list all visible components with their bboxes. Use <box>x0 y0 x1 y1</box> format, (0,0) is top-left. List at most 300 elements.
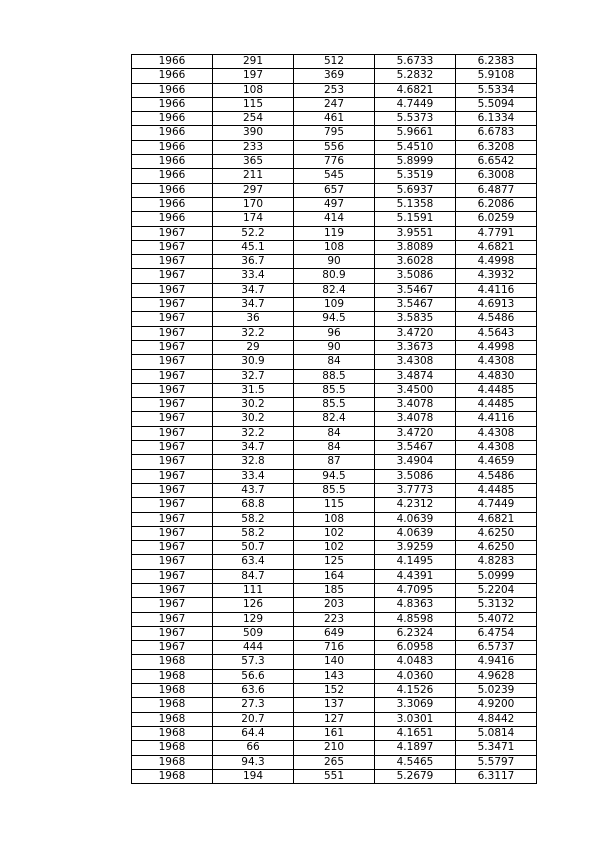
value-b-cell: 102 <box>294 541 375 555</box>
log-a-cell: 4.0483 <box>375 655 456 669</box>
log-b-cell: 4.4485 <box>456 398 537 412</box>
value-a-cell: 64.4 <box>213 726 294 740</box>
table-row <box>132 226 537 240</box>
table-row <box>132 97 537 111</box>
value-b-cell: 551 <box>294 769 375 783</box>
log-a-cell: 4.0360 <box>375 669 456 683</box>
log-a-cell: 4.7095 <box>375 583 456 597</box>
year-cell: 1966 <box>132 55 213 69</box>
table-row <box>132 197 537 211</box>
log-b-cell: 5.3471 <box>456 741 537 755</box>
value-a-cell: 233 <box>213 140 294 154</box>
value-b-cell: 164 <box>294 569 375 583</box>
value-b-cell: 82.4 <box>294 412 375 426</box>
table-row <box>132 726 537 740</box>
year-cell: 1967 <box>132 583 213 597</box>
year-cell: 1967 <box>132 641 213 655</box>
log-a-cell: 5.4510 <box>375 140 456 154</box>
log-a-cell: 4.1526 <box>375 684 456 698</box>
value-b-cell: 84 <box>294 355 375 369</box>
table-row <box>132 283 537 297</box>
value-b-cell: 96 <box>294 326 375 340</box>
year-cell: 1966 <box>132 112 213 126</box>
value-b-cell: 84 <box>294 426 375 440</box>
log-a-cell: 3.6028 <box>375 255 456 269</box>
value-a-cell: 57.3 <box>213 655 294 669</box>
year-cell: 1967 <box>132 541 213 555</box>
table-row <box>132 183 537 197</box>
log-b-cell: 5.5094 <box>456 97 537 111</box>
year-cell: 1967 <box>132 369 213 383</box>
value-b-cell: 88.5 <box>294 369 375 383</box>
value-b-cell: 115 <box>294 498 375 512</box>
log-a-cell: 3.3069 <box>375 698 456 712</box>
log-a-cell: 3.8089 <box>375 240 456 254</box>
log-a-cell: 4.4391 <box>375 569 456 583</box>
year-cell: 1968 <box>132 712 213 726</box>
value-a-cell: 126 <box>213 598 294 612</box>
value-a-cell: 30.2 <box>213 412 294 426</box>
value-b-cell: 185 <box>294 583 375 597</box>
value-a-cell: 30.9 <box>213 355 294 369</box>
year-cell: 1967 <box>132 483 213 497</box>
year-cell: 1967 <box>132 398 213 412</box>
table-row <box>132 426 537 440</box>
log-a-cell: 4.1897 <box>375 741 456 755</box>
value-a-cell: 32.2 <box>213 326 294 340</box>
table-row <box>132 669 537 683</box>
value-b-cell: 161 <box>294 726 375 740</box>
table-row <box>132 555 537 569</box>
value-a-cell: 27.3 <box>213 698 294 712</box>
log-b-cell: 4.4308 <box>456 441 537 455</box>
value-b-cell: 90 <box>294 340 375 354</box>
year-cell: 1967 <box>132 255 213 269</box>
value-a-cell: 174 <box>213 212 294 226</box>
year-cell: 1968 <box>132 741 213 755</box>
log-b-cell: 5.3132 <box>456 598 537 612</box>
log-b-cell: 4.7449 <box>456 498 537 512</box>
log-a-cell: 4.1651 <box>375 726 456 740</box>
value-a-cell: 94.3 <box>213 755 294 769</box>
log-b-cell: 6.3208 <box>456 140 537 154</box>
log-b-cell: 4.4998 <box>456 340 537 354</box>
log-b-cell: 4.4485 <box>456 483 537 497</box>
log-b-cell: 5.0239 <box>456 684 537 698</box>
log-a-cell: 3.4078 <box>375 398 456 412</box>
log-b-cell: 4.8283 <box>456 555 537 569</box>
year-cell: 1966 <box>132 126 213 140</box>
log-a-cell: 5.2679 <box>375 769 456 783</box>
year-cell: 1967 <box>132 526 213 540</box>
year-cell: 1968 <box>132 726 213 740</box>
log-a-cell: 3.5467 <box>375 441 456 455</box>
value-b-cell: 716 <box>294 641 375 655</box>
value-a-cell: 254 <box>213 112 294 126</box>
table-row <box>132 55 537 69</box>
value-b-cell: 90 <box>294 255 375 269</box>
value-a-cell: 66 <box>213 741 294 755</box>
table-row <box>132 498 537 512</box>
log-b-cell: 4.7791 <box>456 226 537 240</box>
value-b-cell: 369 <box>294 69 375 83</box>
value-a-cell: 36.7 <box>213 255 294 269</box>
table-row <box>132 412 537 426</box>
log-b-cell: 4.6821 <box>456 512 537 526</box>
value-b-cell: 152 <box>294 684 375 698</box>
table-row <box>132 212 537 226</box>
log-a-cell: 3.4500 <box>375 383 456 397</box>
value-b-cell: 82.4 <box>294 283 375 297</box>
value-b-cell: 203 <box>294 598 375 612</box>
table-row <box>132 526 537 540</box>
value-a-cell: 50.7 <box>213 541 294 555</box>
table-row <box>132 269 537 283</box>
log-a-cell: 3.4720 <box>375 326 456 340</box>
log-b-cell: 4.5486 <box>456 469 537 483</box>
log-b-cell: 5.0999 <box>456 569 537 583</box>
table-row <box>132 698 537 712</box>
log-b-cell: 5.9108 <box>456 69 537 83</box>
value-b-cell: 649 <box>294 626 375 640</box>
log-a-cell: 3.9259 <box>375 541 456 555</box>
log-a-cell: 4.5465 <box>375 755 456 769</box>
value-a-cell: 33.4 <box>213 469 294 483</box>
table-row <box>132 140 537 154</box>
log-b-cell: 4.4116 <box>456 283 537 297</box>
year-cell: 1967 <box>132 355 213 369</box>
year-cell: 1967 <box>132 598 213 612</box>
value-a-cell: 211 <box>213 169 294 183</box>
value-b-cell: 85.5 <box>294 483 375 497</box>
log-b-cell: 5.2204 <box>456 583 537 597</box>
year-cell: 1967 <box>132 469 213 483</box>
log-b-cell: 4.6913 <box>456 298 537 312</box>
log-b-cell: 6.4877 <box>456 183 537 197</box>
value-a-cell: 194 <box>213 769 294 783</box>
value-b-cell: 109 <box>294 298 375 312</box>
value-b-cell: 210 <box>294 741 375 755</box>
data-table <box>131 54 537 784</box>
year-cell: 1967 <box>132 412 213 426</box>
value-a-cell: 197 <box>213 69 294 83</box>
log-b-cell: 4.4998 <box>456 255 537 269</box>
year-cell: 1968 <box>132 684 213 698</box>
value-b-cell: 265 <box>294 755 375 769</box>
value-a-cell: 58.2 <box>213 526 294 540</box>
log-b-cell: 4.4485 <box>456 383 537 397</box>
log-a-cell: 3.5086 <box>375 469 456 483</box>
year-cell: 1966 <box>132 69 213 83</box>
value-b-cell: 137 <box>294 698 375 712</box>
log-b-cell: 4.6250 <box>456 526 537 540</box>
year-cell: 1967 <box>132 455 213 469</box>
value-a-cell: 390 <box>213 126 294 140</box>
log-a-cell: 3.4078 <box>375 412 456 426</box>
table-row <box>132 326 537 340</box>
year-cell: 1967 <box>132 226 213 240</box>
value-b-cell: 102 <box>294 526 375 540</box>
log-a-cell: 3.5467 <box>375 298 456 312</box>
log-b-cell: 6.4754 <box>456 626 537 640</box>
table-row <box>132 383 537 397</box>
log-b-cell: 4.4659 <box>456 455 537 469</box>
log-a-cell: 3.4874 <box>375 369 456 383</box>
table-row <box>132 240 537 254</box>
value-a-cell: 63.6 <box>213 684 294 698</box>
table-row <box>132 340 537 354</box>
log-b-cell: 4.3932 <box>456 269 537 283</box>
log-a-cell: 4.8363 <box>375 598 456 612</box>
value-a-cell: 111 <box>213 583 294 597</box>
year-cell: 1967 <box>132 240 213 254</box>
value-b-cell: 143 <box>294 669 375 683</box>
log-a-cell: 5.6733 <box>375 55 456 69</box>
log-b-cell: 5.5334 <box>456 83 537 97</box>
year-cell: 1967 <box>132 298 213 312</box>
value-b-cell: 461 <box>294 112 375 126</box>
table-row <box>132 298 537 312</box>
value-b-cell: 140 <box>294 655 375 669</box>
table-row <box>132 69 537 83</box>
log-b-cell: 4.6821 <box>456 240 537 254</box>
table-row <box>132 112 537 126</box>
table-row <box>132 626 537 640</box>
year-cell: 1968 <box>132 698 213 712</box>
value-b-cell: 545 <box>294 169 375 183</box>
table-body <box>132 55 537 784</box>
value-a-cell: 84.7 <box>213 569 294 583</box>
value-b-cell: 512 <box>294 55 375 69</box>
table-row <box>132 369 537 383</box>
value-a-cell: 56.6 <box>213 669 294 683</box>
log-b-cell: 4.9416 <box>456 655 537 669</box>
value-a-cell: 129 <box>213 612 294 626</box>
value-a-cell: 58.2 <box>213 512 294 526</box>
log-b-cell: 4.9200 <box>456 698 537 712</box>
table-row <box>132 755 537 769</box>
table-row <box>132 769 537 783</box>
year-cell: 1966 <box>132 183 213 197</box>
value-a-cell: 31.5 <box>213 383 294 397</box>
year-cell: 1968 <box>132 769 213 783</box>
log-a-cell: 4.8598 <box>375 612 456 626</box>
log-a-cell: 3.5835 <box>375 312 456 326</box>
log-a-cell: 3.7773 <box>375 483 456 497</box>
log-b-cell: 6.6542 <box>456 155 537 169</box>
value-b-cell: 247 <box>294 97 375 111</box>
log-a-cell: 5.3519 <box>375 169 456 183</box>
table-row <box>132 398 537 412</box>
value-b-cell: 80.9 <box>294 269 375 283</box>
year-cell: 1966 <box>132 169 213 183</box>
value-b-cell: 556 <box>294 140 375 154</box>
log-b-cell: 5.4072 <box>456 612 537 626</box>
table-row <box>132 83 537 97</box>
table-row <box>132 712 537 726</box>
table-row <box>132 155 537 169</box>
value-a-cell: 291 <box>213 55 294 69</box>
value-b-cell: 85.5 <box>294 383 375 397</box>
table-row <box>132 455 537 469</box>
log-a-cell: 5.1591 <box>375 212 456 226</box>
value-b-cell: 776 <box>294 155 375 169</box>
log-b-cell: 6.1334 <box>456 112 537 126</box>
log-b-cell: 4.9628 <box>456 669 537 683</box>
table-row <box>132 569 537 583</box>
table-row <box>132 512 537 526</box>
log-b-cell: 6.3008 <box>456 169 537 183</box>
year-cell: 1967 <box>132 383 213 397</box>
value-a-cell: 52.2 <box>213 226 294 240</box>
year-cell: 1967 <box>132 569 213 583</box>
value-a-cell: 108 <box>213 83 294 97</box>
table-row <box>132 612 537 626</box>
year-cell: 1968 <box>132 755 213 769</box>
table-row <box>132 126 537 140</box>
value-b-cell: 84 <box>294 441 375 455</box>
year-cell: 1967 <box>132 326 213 340</box>
value-b-cell: 85.5 <box>294 398 375 412</box>
value-a-cell: 32.8 <box>213 455 294 469</box>
year-cell: 1967 <box>132 512 213 526</box>
log-b-cell: 4.4116 <box>456 412 537 426</box>
log-a-cell: 3.5086 <box>375 269 456 283</box>
table-row <box>132 684 537 698</box>
value-b-cell: 657 <box>294 183 375 197</box>
log-a-cell: 4.6821 <box>375 83 456 97</box>
log-a-cell: 4.2312 <box>375 498 456 512</box>
log-b-cell: 5.5797 <box>456 755 537 769</box>
log-b-cell: 4.4308 <box>456 426 537 440</box>
table-row <box>132 355 537 369</box>
year-cell: 1966 <box>132 155 213 169</box>
table-row <box>132 312 537 326</box>
log-a-cell: 3.4308 <box>375 355 456 369</box>
table-row <box>132 641 537 655</box>
log-b-cell: 6.2086 <box>456 197 537 211</box>
log-a-cell: 3.4904 <box>375 455 456 469</box>
log-b-cell: 6.5737 <box>456 641 537 655</box>
year-cell: 1967 <box>132 626 213 640</box>
year-cell: 1967 <box>132 312 213 326</box>
value-a-cell: 30.2 <box>213 398 294 412</box>
year-cell: 1966 <box>132 140 213 154</box>
year-cell: 1967 <box>132 612 213 626</box>
value-b-cell: 125 <box>294 555 375 569</box>
log-b-cell: 6.6783 <box>456 126 537 140</box>
table-row <box>132 441 537 455</box>
value-a-cell: 34.7 <box>213 283 294 297</box>
table-row <box>132 583 537 597</box>
value-b-cell: 94.5 <box>294 469 375 483</box>
year-cell: 1967 <box>132 283 213 297</box>
log-a-cell: 4.0639 <box>375 526 456 540</box>
year-cell: 1966 <box>132 197 213 211</box>
log-a-cell: 4.7449 <box>375 97 456 111</box>
value-b-cell: 94.5 <box>294 312 375 326</box>
value-a-cell: 365 <box>213 155 294 169</box>
value-b-cell: 795 <box>294 126 375 140</box>
value-a-cell: 33.4 <box>213 269 294 283</box>
log-b-cell: 4.4830 <box>456 369 537 383</box>
log-b-cell: 4.8442 <box>456 712 537 726</box>
value-b-cell: 497 <box>294 197 375 211</box>
table-row <box>132 655 537 669</box>
log-a-cell: 5.2832 <box>375 69 456 83</box>
value-a-cell: 36 <box>213 312 294 326</box>
log-a-cell: 3.3673 <box>375 340 456 354</box>
value-b-cell: 87 <box>294 455 375 469</box>
value-a-cell: 43.7 <box>213 483 294 497</box>
year-cell: 1966 <box>132 97 213 111</box>
log-a-cell: 3.0301 <box>375 712 456 726</box>
log-a-cell: 5.9661 <box>375 126 456 140</box>
log-a-cell: 3.4720 <box>375 426 456 440</box>
value-b-cell: 127 <box>294 712 375 726</box>
value-a-cell: 32.7 <box>213 369 294 383</box>
value-a-cell: 444 <box>213 641 294 655</box>
log-a-cell: 3.9551 <box>375 226 456 240</box>
log-a-cell: 5.1358 <box>375 197 456 211</box>
table-row <box>132 541 537 555</box>
year-cell: 1967 <box>132 498 213 512</box>
year-cell: 1967 <box>132 269 213 283</box>
log-b-cell: 4.6250 <box>456 541 537 555</box>
table-row <box>132 598 537 612</box>
log-b-cell: 4.4308 <box>456 355 537 369</box>
log-a-cell: 3.5467 <box>375 283 456 297</box>
value-a-cell: 34.7 <box>213 298 294 312</box>
value-b-cell: 253 <box>294 83 375 97</box>
table-row <box>132 483 537 497</box>
year-cell: 1967 <box>132 555 213 569</box>
log-b-cell: 5.0814 <box>456 726 537 740</box>
year-cell: 1968 <box>132 669 213 683</box>
log-b-cell: 4.5643 <box>456 326 537 340</box>
table-row <box>132 255 537 269</box>
value-a-cell: 170 <box>213 197 294 211</box>
log-b-cell: 6.3117 <box>456 769 537 783</box>
value-a-cell: 63.4 <box>213 555 294 569</box>
year-cell: 1967 <box>132 441 213 455</box>
value-b-cell: 108 <box>294 240 375 254</box>
value-a-cell: 20.7 <box>213 712 294 726</box>
value-b-cell: 414 <box>294 212 375 226</box>
value-a-cell: 45.1 <box>213 240 294 254</box>
log-b-cell: 4.5486 <box>456 312 537 326</box>
value-a-cell: 68.8 <box>213 498 294 512</box>
table-row <box>132 741 537 755</box>
log-a-cell: 5.8999 <box>375 155 456 169</box>
year-cell: 1967 <box>132 426 213 440</box>
table-row <box>132 169 537 183</box>
log-b-cell: 6.2383 <box>456 55 537 69</box>
year-cell: 1966 <box>132 212 213 226</box>
log-a-cell: 4.1495 <box>375 555 456 569</box>
log-a-cell: 6.0958 <box>375 641 456 655</box>
value-b-cell: 108 <box>294 512 375 526</box>
year-cell: 1966 <box>132 83 213 97</box>
value-a-cell: 32.2 <box>213 426 294 440</box>
value-b-cell: 119 <box>294 226 375 240</box>
value-a-cell: 115 <box>213 97 294 111</box>
log-a-cell: 4.0639 <box>375 512 456 526</box>
log-a-cell: 6.2324 <box>375 626 456 640</box>
value-b-cell: 223 <box>294 612 375 626</box>
table-row <box>132 469 537 483</box>
log-a-cell: 5.6937 <box>375 183 456 197</box>
